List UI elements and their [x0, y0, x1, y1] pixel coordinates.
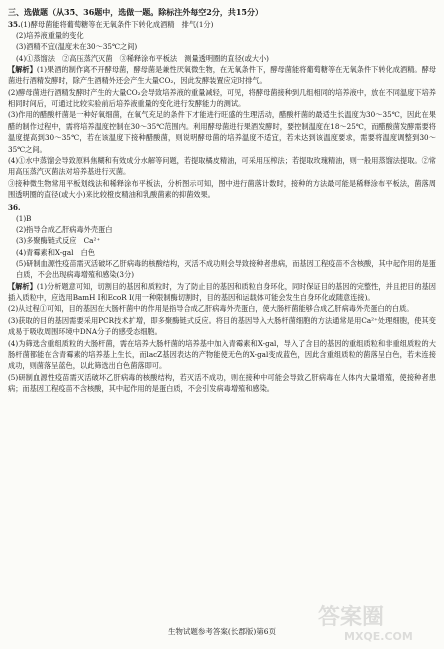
q35-analysis-3: (3)作用的醋酸杆菌是一种好氧细菌，在氧气充足的条件下才能进行旺盛的生理活动，醋酸杆菌的最适生长温度为30～35℃，因此在果醋的制作过程中，需将培养温度控制在30～35℃范围内。利用酵母菌进行果酒发酵时，要控制温度在18～25℃，而醋酸菌发酵需要将温度提高到30～35℃，若在该温度下接种醋酸菌，则说明酵母菌的培养温度不适宜，若未达到该温度要求，需要将温度调整到30～35℃之间。 — [8, 110, 436, 154]
q36-analysis-text-1: (1)分析题意可知，切割目的基因和质粒时，为了防止目的基因和质粒自身环化，同时保证目的基因的完整性，并且把目的基因插入质粒中，应选用BamH I和EcoR I(用一种限制酶切割时，目的基因和运载体可能会发生自身环化或随意连接)。 — [8, 281, 436, 302]
q36-answer-1: (1)B — [16, 213, 32, 223]
q36-number: 36. — [8, 202, 21, 212]
q35-analysis-text-1: (1)果酒的制作离不开酵母菌，酵母菌是兼性厌氧微生物，在无氧条件下，酵母菌能将葡萄糖等在无氧条件下转化成酒精。酵母菌进行酒精发酵时，除产生酒精外还会产生大量CO₂，因此发酵装置应定时排气。 — [8, 64, 436, 86]
watermark-line-1: 答案圈 — [318, 605, 385, 630]
q36-answer-2: (2)指导合成乙肝病毒外壳蛋白 — [16, 225, 113, 235]
q36-analysis-3: (3)获取的目的基因需要采用PCR技术扩增，即多聚酶链式反应。将目的基因导入大肠杆菌细胞的方法通常是用Ca²⁺处理细胞，使其变成易于吸收周围环境中DNA分子的感受态细胞。 — [8, 315, 436, 337]
q36-analysis-tag: 【解析】 — [8, 281, 37, 291]
q35-answer-1: (1)酵母菌能将葡萄糖等在无氧条件下转化成酒精 排气(1分) — [20, 20, 214, 29]
q36-line-1 — [8, 202, 436, 213]
q36-answer-4: (4)青霉素和X-gal 白色 — [16, 247, 95, 257]
q35-analysis-5: ③接种微生物常用平板划线法和稀释涂布平板法，分析图示可知，图中进行菌落计数时，接种的方法最可能是稀释涂布平板法，菌落周围透明圈的直径(或大小)来比较橙皮精油和乳酸菌素的抑菌效果。 — [8, 178, 436, 200]
q35-analysis-1 — [8, 64, 436, 87]
page-footer: 生物试题参考答案(长郡版)第6页 — [167, 627, 277, 636]
q35-answer-3: (3)酒精不宜(温度未在30～35℃之间) — [16, 42, 138, 52]
q36-analysis-2: (2)从过程①可知，目的基因在大肠杆菌中的作用是指导合成乙肝病毒外壳蛋白，使大肠杆菌能够合成乙肝病毒外壳蛋白的白质。 — [8, 304, 414, 314]
q35-line-1 — [8, 19, 436, 30]
answer-page — [8, 7, 436, 619]
q36-answer-3: (3)多聚酶链式反应 Ca²⁺ — [16, 236, 101, 246]
q35-analysis-tag: 【解析】 — [8, 64, 37, 74]
q35-analysis-4: (4)①水中蒸馏会导致原料焦糊和有效成分水解等问题，若提取橘皮精油，可采用压榨法；若提取玫瑰精油，则一般用蒸馏法提取。②常用高压蒸汽灭菌法对培养基进行灭菌。 — [8, 156, 436, 177]
q35-number: 35. — [8, 20, 21, 29]
watermark-line-2: MXQE.COM — [344, 630, 413, 643]
q35-answer-2: (2)培养液重量的变化 — [16, 31, 84, 41]
q36-analysis-5: (5)研制血源性疫苗需灭活破坏乙肝病毒的核酸结构，若灭活不成功，则在接种中可能会导致乙肝病毒在人体内大量增殖，使接种者患病；而基因工程疫苗不含核酸，其中起作用的是蛋白质，不会引发病毒增殖和感染。 — [8, 372, 436, 394]
q36-answer-5: (5)研制血源性疫苗需灭活破坏乙肝病毒的核酸结构，灭活不成功则会导致接种者患病，而基因工程疫苗不含核酸，其中起作用的是蛋白质，不会出现病毒增殖和感染(3分) — [16, 258, 436, 280]
q36-analysis-1 — [8, 281, 436, 304]
q35-analysis-2: (2)酵母菌进行酒精发酵时产生的大量CO₂会导致培养液的重量减轻，可见，将酵母菌接种到几组相同的培养液中，放在不同温度下培养相同时间后，可通过比较实验前后培养液重量的变化进行发酵能力的测试。 — [8, 87, 436, 109]
q35-answer-4: (4)①蒸馏法 ②高压蒸汽灭菌 ③稀释涂布平板法 测量透明圈的直径(或大小) — [16, 53, 269, 63]
section-title: 三、选做题（从35、36题中，选做一题。除标注外每空2分，共15分） — [8, 7, 263, 17]
q36-analysis-4: (4)为筛选含重组质粒的大肠杆菌，需在培养大肠杆菌的培养基中加入青霉素和X-gal，导入了含目的基因的重组质粒和非重组质粒的大肠杆菌都能在含青霉素的培养基上生长，而lacZ基因表达的产物能使无色的X-gal变成蓝色，因此含重组质粒的菌落呈白色，若未连接成功，则菌落呈蓝色，以此筛选出白色菌落即可。 — [8, 338, 436, 371]
